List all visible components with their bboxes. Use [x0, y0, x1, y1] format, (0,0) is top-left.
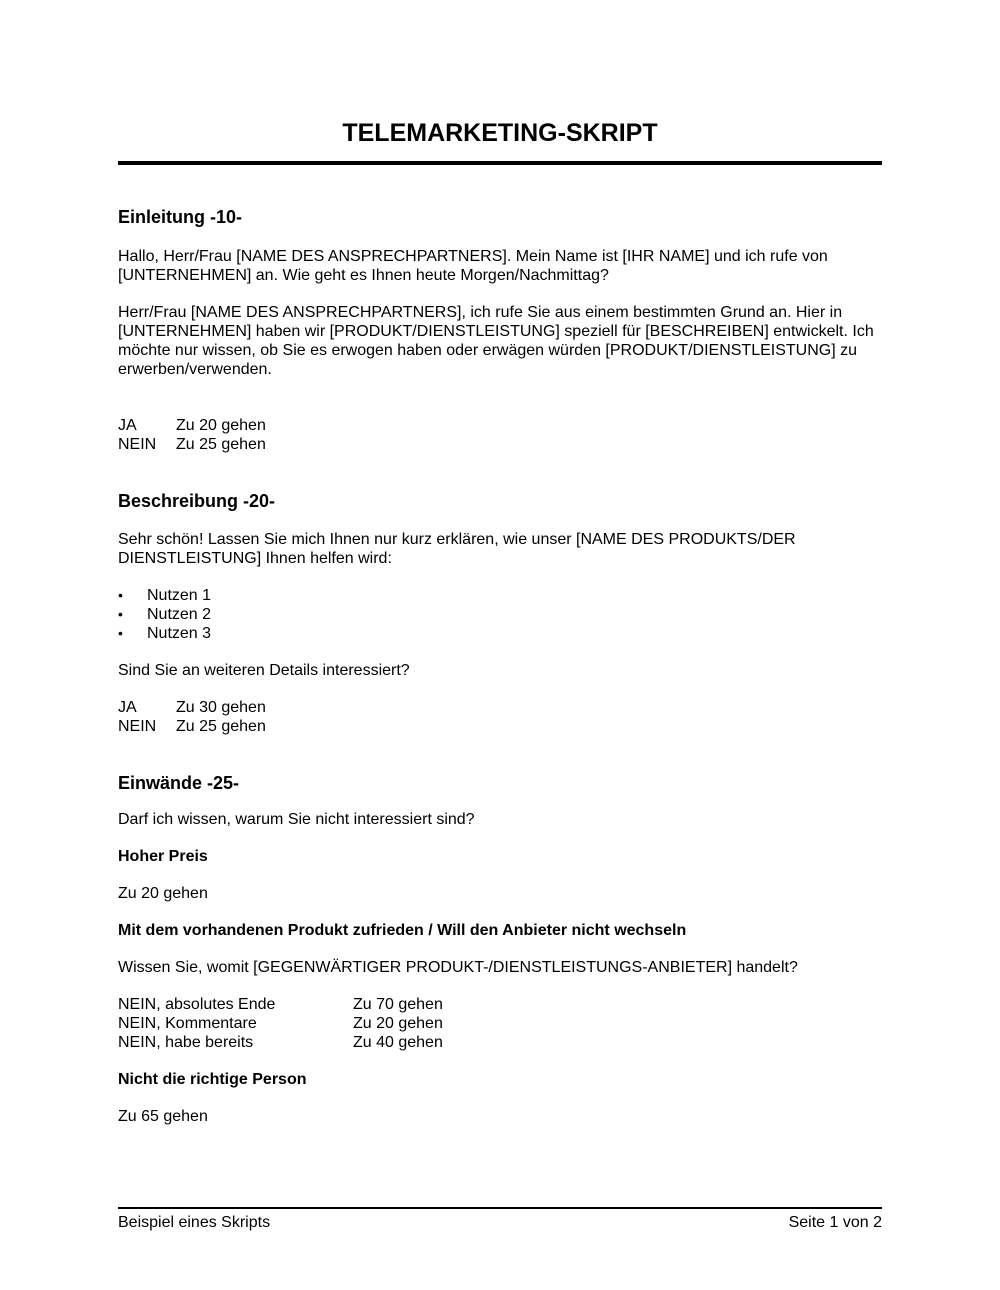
option-key: JA	[118, 417, 137, 434]
option-key: JA	[118, 699, 137, 716]
document-body	[118, 205, 882, 1126]
footer-divider	[118, 1207, 882, 1209]
paragraph: Sind Sie an weiteren Details interessiert?	[118, 662, 410, 679]
option-value: Zu 20 gehen	[176, 417, 266, 434]
list-item	[118, 586, 882, 605]
option-key: NEIN	[118, 436, 157, 453]
list-item	[118, 605, 882, 624]
option-key: NEIN, absolutes Ende	[118, 996, 276, 1013]
paragraph: Darf ich wissen, warum Sie nicht interessiert sind?	[118, 811, 475, 828]
document-page	[118, 0, 882, 1290]
option-row	[118, 1033, 882, 1052]
paragraph: Hallo, Herr/Frau [NAME DES ANSPRECHPARTNERS]. Mein Name ist [IHR NAME] und ich rufe von [UNTERNEHMEN] an. Wie geht es Ihnen heute Morgen/Nachmittag?	[118, 248, 828, 284]
document-title: TELEMARKETING-SKRIPT	[342, 119, 658, 147]
list-item-text: Nutzen 1	[147, 587, 212, 604]
bullet-icon: •	[118, 606, 123, 622]
page-number: Seite 1 von 2	[788, 1214, 882, 1231]
options-table	[118, 995, 882, 1052]
option-value: Zu 30 gehen	[176, 699, 266, 716]
option-key: NEIN, Kommentare	[118, 1015, 257, 1032]
page-footer	[118, 1213, 882, 1232]
option-key: NEIN, habe bereits	[118, 1034, 254, 1051]
list-item-text: Nutzen 3	[147, 625, 212, 642]
subheading-zufrieden: Mit dem vorhandenen Produkt zufrieden / Will den Anbieter nicht wechseln	[118, 922, 687, 939]
subheading-nicht-richtige-person: Nicht die richtige Person	[118, 1071, 307, 1088]
title-divider	[118, 161, 882, 165]
options-table	[118, 698, 882, 736]
option-value: Zu 20 gehen	[353, 1015, 443, 1032]
bullet-icon: •	[118, 587, 123, 603]
paragraph: Wissen Sie, womit [GEGENWÄRTIGER PRODUKT-/DIENSTLEISTUNGS-ANBIETER] handelt?	[118, 959, 798, 976]
paragraph: Zu 20 gehen	[118, 885, 208, 902]
option-row	[118, 717, 882, 736]
option-row	[118, 698, 882, 717]
option-value: Zu 25 gehen	[176, 436, 266, 453]
paragraph: Sehr schön! Lassen Sie mich Ihnen nur kurz erklären, wie unser [NAME DES PRODUKTS/DER DIENSTLEISTUNG] Ihnen helfen wird:	[118, 531, 796, 567]
paragraph: Herr/Frau [NAME DES ANSPRECHPARTNERS], ich rufe Sie aus einem bestimmten Grund an. Hier in [UNTERNEHMEN] haben wir [PRODUKT/DIENSTLEISTUNG] speziell für [BESCHREIBEN] entwickelt. Ich möchte nur wissen, ob Sie es erwogen haben oder erwägen würden [PRODUKT/DIENSTLEISTUNG] zu erwerben/verwenden.	[118, 304, 874, 378]
section-heading-einwaende: Einwände -25-	[118, 773, 240, 793]
option-key: NEIN	[118, 718, 157, 735]
option-row	[118, 1014, 882, 1033]
paragraph: Zu 65 gehen	[118, 1108, 208, 1125]
section-heading-einleitung: Einleitung -10-	[118, 207, 243, 227]
option-row	[118, 416, 882, 435]
bullet-icon: •	[118, 625, 123, 641]
section-heading-beschreibung: Beschreibung -20-	[118, 491, 276, 511]
option-row	[118, 435, 882, 454]
list-item	[118, 624, 882, 643]
list-item-text: Nutzen 2	[147, 606, 212, 623]
benefits-list	[118, 586, 882, 643]
option-value: Zu 40 gehen	[353, 1034, 443, 1051]
option-value: Zu 70 gehen	[353, 996, 443, 1013]
option-row	[118, 995, 882, 1014]
footer-left-text: Beispiel eines Skripts	[118, 1214, 271, 1231]
option-value: Zu 25 gehen	[176, 718, 266, 735]
options-table	[118, 416, 882, 454]
subheading-hoher-preis: Hoher Preis	[118, 848, 208, 865]
